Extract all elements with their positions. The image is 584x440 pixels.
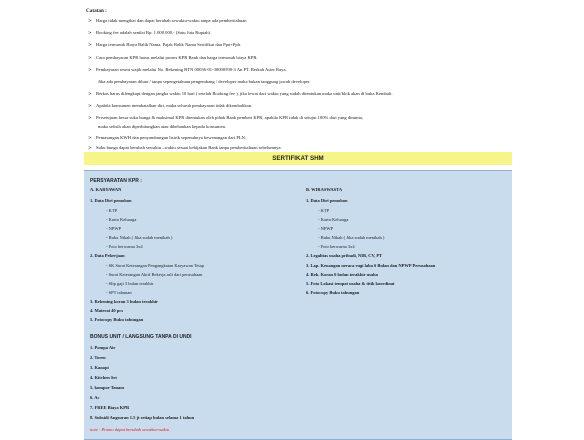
arrow-icon: > (88, 146, 92, 151)
note-text: Harga tidak mengikat dan dapat berubah sewaktu-waktu tanpa ada pemberitahuan (96, 18, 247, 23)
bonus-item: 5. kompor Tanam (90, 385, 125, 390)
arrow-icon: > (88, 31, 92, 36)
karyawan-section-2: 2. Data Pekerjaan (90, 253, 125, 258)
requirements-panel (84, 170, 512, 440)
note-item (88, 91, 508, 97)
note-text: Persetujuan besar suku bunga & maksimal KPR ditentukan oleh pihak Bank pemberi KPR, apabila KPR tidak di setujui 100% dari yang diminta, (96, 115, 364, 120)
note-text: Pembayaran resmi wajib melalui No. Rekening BTN 00036-01-30000590-3 An PT. Berkah Aster Raya. (96, 67, 287, 72)
karyawan-section-1: 1. Data Diri pemohon (90, 198, 132, 203)
certificate-banner: SERTIFIKAT SHM (84, 152, 512, 165)
arrow-icon: > (88, 136, 92, 141)
bonus-title: BONUS UNIT / LANGSUNG TANPA DI UNDI (90, 334, 192, 340)
note-item (88, 42, 508, 48)
note-text-continuation: maka selisih akan diperhitungkan atau dibebankan kepada konsumen. (98, 124, 227, 129)
wiraswasta-item: - NPWP (318, 226, 334, 231)
karyawan-section-3: 3. Rekening koran 3 bulan terakhir (90, 299, 159, 304)
note-item (88, 135, 508, 141)
wiraswasta-section-6: 6. Fotocopy Buku tabungan (306, 290, 360, 295)
promo-note: note : Promo dapat berubah sewaktu-waktu (90, 427, 169, 432)
wiraswasta-item: - KTP (318, 208, 330, 213)
karyawan-section-5: 5. Fotocopy Buku tabungan (90, 317, 144, 322)
bonus-item: 6. Ac (90, 395, 100, 400)
bonus-item: 3. Kanopi (90, 365, 109, 370)
note-item (88, 67, 508, 73)
notes-title: Catatan : (86, 8, 107, 14)
wiraswasta-section-1: 1. Data Diri pemohon (306, 198, 348, 203)
arrow-icon: > (88, 68, 92, 73)
note-item (88, 30, 508, 36)
note-text: Suku bunga dapat berubah sewaktu –waktu sesuai kebijakan Bank tanpa pemberitahuan sebelumnya. (96, 145, 282, 150)
requirements-title: PERSYARATAN KPR : (90, 178, 142, 184)
arrow-icon: > (88, 116, 92, 121)
wiraswasta-section-2: 2. Legalitas usaha pribadi, NIB, CV, PT (306, 253, 383, 258)
bonus-item: 8. Subsidi Angsuran 1.5 jt setiap bulan selama 1 tahun (90, 415, 195, 420)
wiraswasta-item: - Buku Nikah ( Jika sudah menikah ) (318, 235, 385, 240)
arrow-icon: > (88, 56, 92, 61)
bonus-item: 1. Pompa Air (90, 345, 116, 350)
karyawan-item: - Slip gaji 3 bulan terakhir (106, 281, 154, 286)
karyawan-item: - Foto berwarna 3x4 (106, 244, 143, 249)
arrow-icon: > (88, 19, 92, 24)
arrow-icon: > (88, 92, 92, 97)
karyawan-item: - Kartu Keluarga (106, 217, 137, 222)
bonus-item: 2. Toren (90, 355, 106, 360)
karyawan-item: - Buku Nikah ( Jika sudah menikah ) (106, 235, 173, 240)
note-item (88, 18, 508, 24)
karyawan-item: - SK Surat Keterangan Pengangkatan Karyawan Tetap (106, 263, 204, 268)
bonus-item: 4. Kitchen Set (90, 375, 117, 380)
note-text-continuation: Jika ada pembayaran diluar / tanpa sepengetahuan pengembang / developer maka bukan tanggung jawab developer. (98, 79, 311, 84)
karyawan-item: - SPT tahunan (106, 290, 132, 295)
wiraswasta-section-3: 3. Lap. Keuangan neraca rugi laba 6 Bulan dan NPWP Perusahaan (306, 263, 436, 268)
note-text: Harga termasuk Biaya Balik Nama, Pajak Balik Nama Sertifikat dan Ppn+Pph. (96, 42, 242, 47)
karyawan-item: - KTP (106, 208, 118, 213)
karyawan-item: - NPWP (106, 226, 122, 231)
wiraswasta-section-5: 5. Foto Lokasi tempat usaha & titik koordinat (306, 281, 395, 286)
wiraswasta-section-4: 4. Rek. Koran 6 bulan terakhir usaha (306, 272, 378, 277)
karyawan-header: A. KARYAWAN (90, 187, 122, 192)
note-item (88, 103, 508, 109)
note-text: Cara pembayaran KPR harus melalui proses KPR Bank dan harga termasuk biaya KPR. (96, 55, 258, 60)
arrow-icon: > (88, 43, 92, 48)
wiraswasta-item: - Kartu Keluarga (318, 217, 349, 222)
karyawan-section-4: 4. Materai 40 pcs (90, 308, 123, 313)
note-text: Pemasangan KWH dan penyambungan listrik sepenuhnya kewenangan dari PLN. (96, 135, 247, 140)
note-text: Berkas harus dilengkapi dengan jangka waktu 10 hari ( setelah Booking fee ), jika lewat dari waktu yang sudah ditentukan maka unit/blok akan di buka Kembali. (96, 91, 393, 96)
arrow-icon: > (88, 104, 92, 109)
wiraswasta-header: B. WIRASWASTA (306, 187, 343, 192)
karyawan-item: - Surat Keterangan Aktif Bekerja asli dari perusahaan (106, 272, 203, 277)
note-text: Apabila konsumen membatalkan diri, maka seluruh pembayaran tidak dikembalikan. (96, 103, 253, 108)
note-item (88, 55, 508, 61)
wiraswasta-item: - Foto berwarna 3x4 (318, 244, 355, 249)
note-item (88, 145, 508, 151)
note-text: Booking fee adalah senilai Rp. 1.000.000,- (Satu Juta Rupiah). (96, 30, 212, 35)
bonus-item: 7. FREE Biaya KPR (90, 405, 130, 410)
note-item (88, 115, 508, 121)
